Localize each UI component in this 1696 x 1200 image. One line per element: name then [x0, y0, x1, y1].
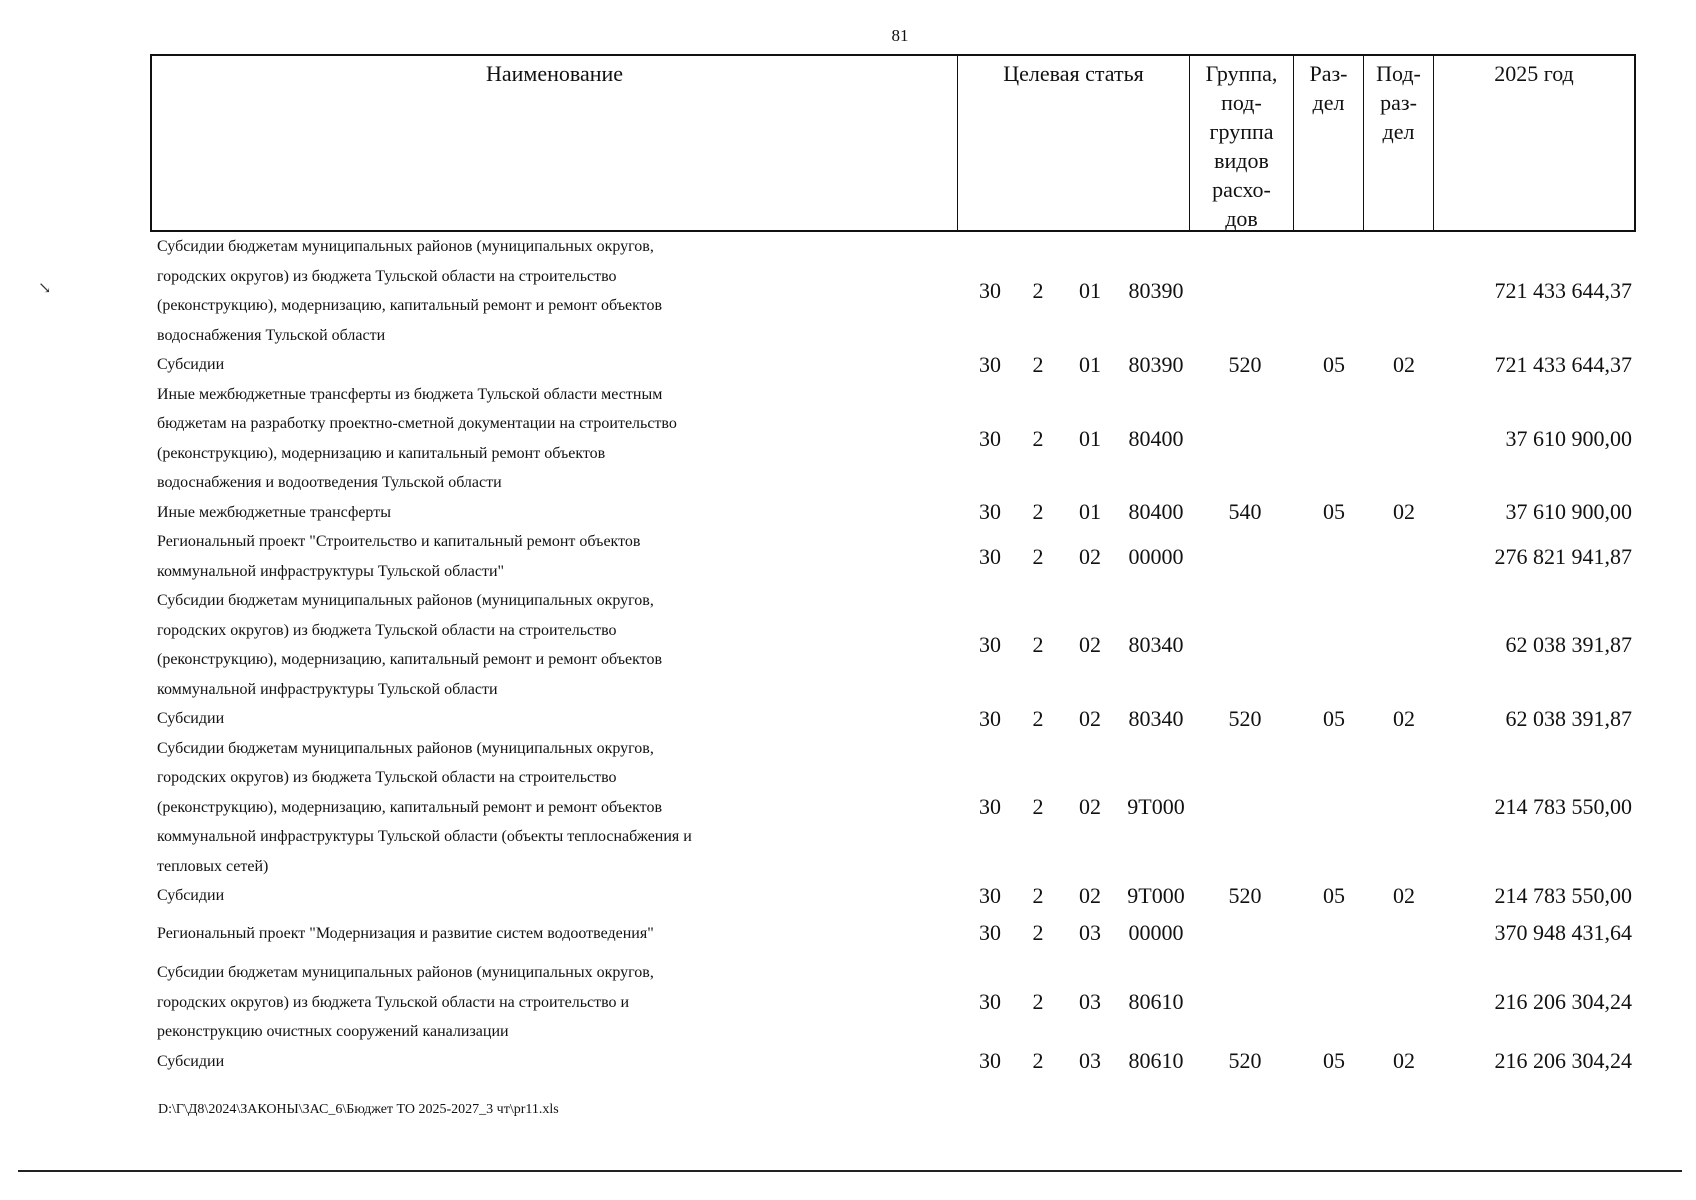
section: 05 [1323, 882, 1345, 908]
code-direction: 80390 [1128, 278, 1184, 303]
group-line: дов [1225, 206, 1258, 231]
header-target-article: Целевая статья [958, 56, 1190, 230]
code-subprogram: 2 [1032, 882, 1044, 908]
row-name-line: Региональный проект "Модернизация и развитие систем водоотведения" [157, 924, 654, 942]
subsection [1368, 734, 1440, 882]
subsection [1368, 919, 1440, 949]
code-direction: 00000 [1128, 543, 1184, 569]
expense-group [1190, 527, 1300, 586]
code-subprogram: 2 [1032, 989, 1044, 1015]
code-event: 03 [1079, 1048, 1101, 1074]
code-event: 01 [1079, 499, 1101, 525]
code-event: 02 [1079, 632, 1101, 657]
code-direction: 80340 [1128, 632, 1184, 657]
row-name [157, 734, 957, 882]
subsection [1368, 380, 1440, 498]
scan-mark: ↘ [38, 280, 52, 297]
row-name-line: бюджетам на разработку проектно-сметной документации на строительство [157, 415, 677, 432]
expense-group [1190, 734, 1300, 882]
table-row [150, 919, 1636, 949]
row-name-line: (реконструкцию), модернизацию, капитальный ремонт и ремонт объектов [157, 297, 663, 314]
header-podrazdel [1364, 56, 1434, 230]
row-name-line: Субсидии бюджетам муниципальных районов (муниципальных округов, [157, 592, 654, 609]
code-event: 03 [1079, 920, 1101, 946]
page-number: 81 [891, 26, 909, 45]
code-program: 30 [979, 989, 1001, 1015]
amount-2025: 216 206 304,24 [1494, 989, 1632, 1015]
row-name-line: Субсидии [157, 356, 225, 373]
amount-2025: 62 038 391,87 [1505, 705, 1632, 731]
row-name [157, 498, 957, 528]
expense-group [1190, 919, 1300, 949]
amount-2025: 216 206 304,24 [1494, 1048, 1632, 1074]
table-row [150, 380, 1636, 498]
code-direction: 9Т000 [1127, 794, 1185, 820]
section: 05 [1323, 351, 1345, 377]
podrazdel-line: раз- [1380, 90, 1417, 115]
row-name [157, 919, 957, 949]
expense-group [1190, 380, 1300, 498]
amount-2025: 370 948 431,64 [1494, 920, 1632, 946]
code-direction: 80610 [1128, 989, 1184, 1015]
subsection: 02 [1393, 1048, 1415, 1074]
table-row [150, 350, 1636, 380]
table-row [150, 704, 1636, 734]
budget-table [150, 54, 1636, 1076]
code-program: 30 [979, 920, 1001, 946]
row-name-line: (реконструкцию), модернизацию, капитальный ремонт и ремонт объектов [157, 651, 663, 668]
code-direction: 00000 [1128, 920, 1184, 946]
section: 05 [1323, 1048, 1345, 1074]
row-name-line: городских округов) из бюджета Тульской области на строительство и [157, 993, 630, 1011]
code-event: 02 [1079, 794, 1101, 820]
table-row [150, 232, 1636, 350]
section [1300, 380, 1368, 498]
amount-2025: 37 610 900,00 [1505, 425, 1632, 451]
code-direction: 80340 [1128, 705, 1184, 731]
table-row [150, 586, 1636, 704]
header-razdel [1294, 56, 1364, 230]
table-row [150, 734, 1636, 882]
table-body [150, 232, 1636, 1076]
code-program: 30 [979, 794, 1001, 820]
row-name [157, 958, 957, 1047]
subsection: 02 [1393, 351, 1415, 377]
razdel-line: дел [1312, 90, 1345, 115]
section [1300, 527, 1368, 586]
row-name-line: водоснабжения Тульской области [157, 326, 386, 344]
group-line: группа [1209, 119, 1274, 144]
code-subprogram: 2 [1032, 543, 1044, 569]
table-row [150, 527, 1636, 586]
header-year: 2025 год [1494, 61, 1574, 86]
row-name-line: Субсидии бюджетам муниципальных районов (муниципальных округов, [157, 739, 654, 757]
code-event: 02 [1079, 705, 1101, 731]
row-name-line: водоснабжения и водоотведения Тульской области [157, 474, 502, 491]
row-name-line: коммунальной инфраструктуры Тульской области" [157, 562, 505, 580]
amount-2025: 214 783 550,00 [1494, 794, 1632, 820]
code-program: 30 [979, 499, 1001, 525]
row-name [157, 586, 957, 704]
amount-2025: 721 433 644,37 [1494, 278, 1632, 303]
row-name [157, 1047, 957, 1077]
row-name-line: городских округов) из бюджета Тульской области на строительство [157, 769, 617, 786]
section [1300, 734, 1368, 882]
row-name-line: (реконструкцию), модернизацию и капитальный ремонт объектов [157, 444, 606, 462]
row-name-line: коммунальной инфраструктуры Тульской области [157, 680, 498, 698]
amount-2025: 214 783 550,00 [1494, 882, 1632, 908]
subsection: 02 [1393, 705, 1415, 731]
code-subprogram: 2 [1032, 705, 1044, 731]
row-name-line: Региональный проект "Строительство и капитальный ремонт объектов [157, 533, 641, 550]
group-line: расхо- [1212, 177, 1271, 202]
group-line: видов [1214, 148, 1269, 173]
code-event: 02 [1079, 543, 1101, 569]
row-name-line: Субсидии [157, 887, 225, 904]
header-group [1190, 56, 1294, 230]
page-bottom-rule [18, 1170, 1682, 1172]
razdel-line: Раз- [1309, 61, 1348, 86]
code-program: 30 [979, 1048, 1001, 1074]
subsection [1368, 232, 1440, 350]
row-name-line: реконструкцию очистных сооружений канализации [157, 1023, 509, 1040]
row-name-line: Иные межбюджетные трансферты [157, 503, 391, 521]
amount-2025: 721 433 644,37 [1494, 351, 1632, 377]
subsection: 02 [1393, 882, 1415, 908]
amount-2025: 62 038 391,87 [1505, 632, 1632, 657]
row-name-line: Иные межбюджетные трансферты из бюджета Тульской области местным [157, 385, 663, 403]
expense-group: 520 [1228, 882, 1262, 908]
section: 05 [1323, 705, 1345, 731]
row-name [157, 232, 957, 350]
row-name-line: Субсидии [157, 1052, 225, 1070]
subsection [1368, 586, 1440, 704]
code-subprogram: 2 [1032, 425, 1044, 451]
code-program: 30 [979, 705, 1001, 731]
row-name [157, 527, 957, 586]
amount-2025: 37 610 900,00 [1505, 499, 1632, 525]
code-direction: 80390 [1128, 351, 1184, 377]
row-name-line: Субсидии бюджетам муниципальных районов (муниципальных округов, [157, 964, 654, 981]
file-path-footer: D:\Г\Д8\2024\ЗАКОНЫ\ЗАС_6\Бюджет ТО 2025-2027_3 чт\pr11.xls [158, 1102, 559, 1117]
code-subprogram: 2 [1032, 278, 1044, 303]
section [1300, 919, 1368, 949]
row-name [157, 350, 957, 380]
subsection: 02 [1393, 499, 1415, 525]
row-name-line: тепловых сетей) [157, 857, 269, 875]
expense-group [1190, 958, 1300, 1047]
subsection [1368, 527, 1440, 586]
table-header [150, 54, 1636, 232]
row-name [157, 881, 957, 911]
podrazdel-line: дел [1382, 119, 1415, 144]
code-program: 30 [979, 425, 1001, 451]
subsection [1368, 958, 1440, 1047]
code-event: 02 [1079, 882, 1101, 908]
row-name-line: Субсидии бюджетам муниципальных районов (муниципальных округов, [157, 238, 654, 255]
code-subprogram: 2 [1032, 632, 1044, 657]
section [1300, 586, 1368, 704]
code-program: 30 [979, 278, 1001, 303]
code-event: 03 [1079, 989, 1101, 1015]
expense-group: 520 [1228, 1048, 1262, 1074]
expense-group: 520 [1228, 351, 1262, 377]
podrazdel-line: Под- [1376, 61, 1421, 86]
section [1300, 958, 1368, 1047]
code-subprogram: 2 [1032, 351, 1044, 377]
group-line: Группа, [1205, 61, 1278, 86]
code-program: 30 [979, 543, 1001, 569]
code-subprogram: 2 [1032, 794, 1044, 820]
table-row [150, 1047, 1636, 1077]
code-program: 30 [979, 351, 1001, 377]
table-row [150, 881, 1636, 911]
table-row [150, 958, 1636, 1047]
row-name-line: коммунальной инфраструктуры Тульской области (объекты теплоснабжения и [157, 828, 692, 845]
code-subprogram: 2 [1032, 499, 1044, 525]
code-event: 01 [1079, 278, 1101, 303]
section: 05 [1323, 499, 1345, 525]
row-name-line: (реконструкцию), модернизацию, капитальный ремонт и ремонт объектов [157, 798, 663, 816]
row-name-line: Субсидии [157, 710, 225, 727]
expense-group [1190, 232, 1300, 350]
header-name: Наименование [152, 56, 958, 230]
table-row [150, 498, 1636, 528]
code-event: 01 [1079, 351, 1101, 377]
row-name [157, 380, 957, 498]
code-event: 01 [1079, 425, 1101, 451]
amount-2025: 276 821 941,87 [1494, 543, 1632, 569]
code-program: 30 [979, 882, 1001, 908]
section [1300, 232, 1368, 350]
code-direction: 80400 [1128, 425, 1184, 451]
code-subprogram: 2 [1032, 920, 1044, 946]
row-name-line: городских округов) из бюджета Тульской области на строительство [157, 621, 617, 639]
expense-group: 540 [1228, 499, 1262, 525]
row-name [157, 704, 957, 734]
expense-group [1190, 586, 1300, 704]
code-direction: 80610 [1128, 1048, 1184, 1074]
row-name-line: городских округов) из бюджета Тульской области на строительство [157, 267, 617, 285]
expense-group: 520 [1228, 705, 1262, 731]
code-subprogram: 2 [1032, 1048, 1044, 1074]
code-direction: 9Т000 [1127, 882, 1185, 908]
group-line: под- [1221, 90, 1262, 115]
code-direction: 80400 [1128, 499, 1184, 525]
code-program: 30 [979, 632, 1001, 657]
